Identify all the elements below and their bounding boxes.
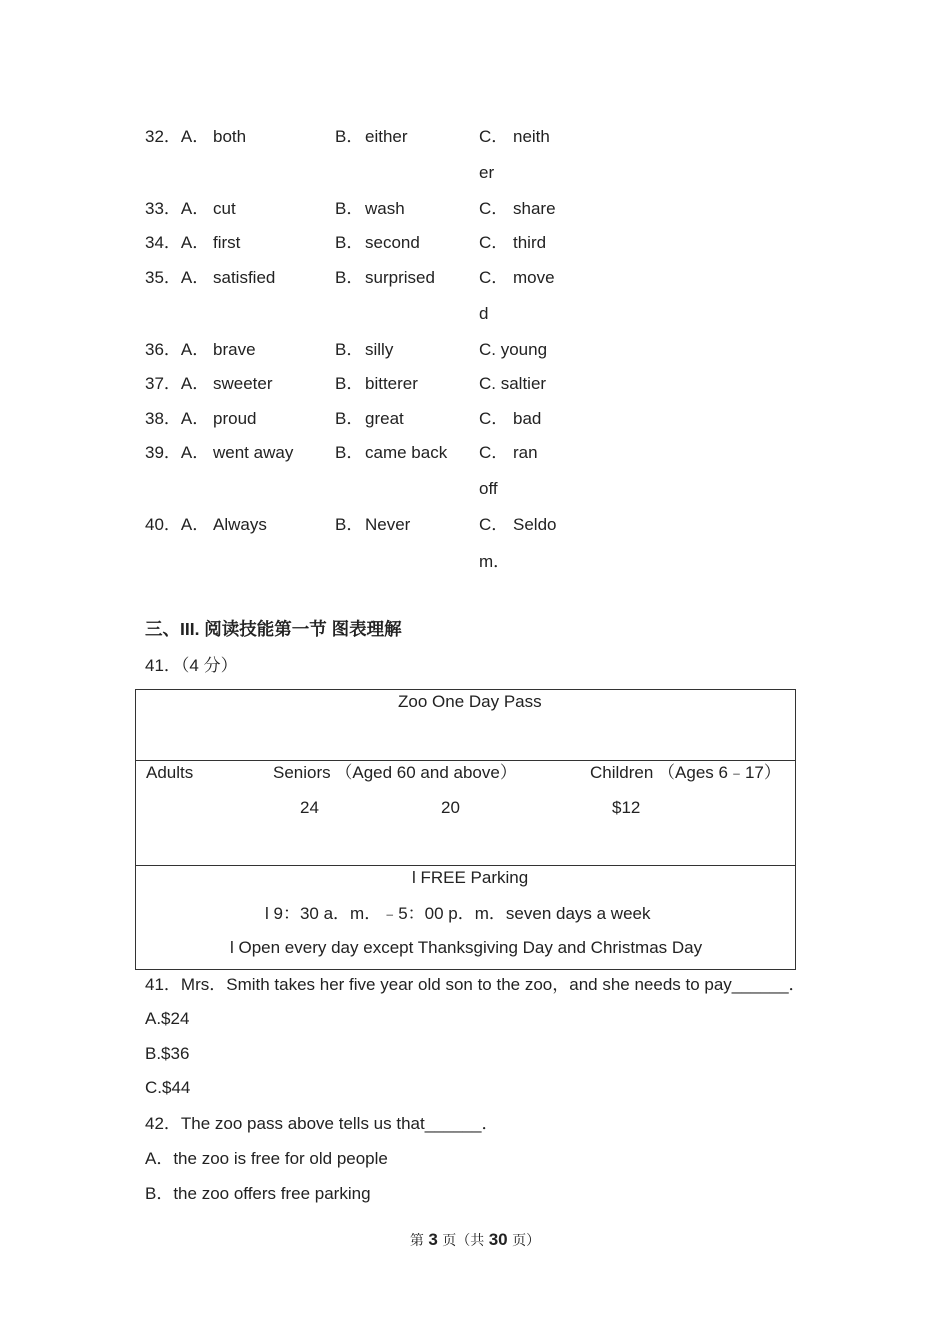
q40-option-b: Never xyxy=(365,515,411,534)
q41-score-label: 41．（4 分） xyxy=(145,656,238,675)
q34-option-a: first xyxy=(213,233,241,252)
q36-option-b: silly xyxy=(365,340,394,359)
adults-label: Adults xyxy=(146,763,194,782)
q35-option-b-label: B． xyxy=(335,268,364,287)
zoo-pass-table xyxy=(135,689,796,970)
page-footer xyxy=(0,1231,950,1248)
q42-option-a: A．the zoo is free for old people xyxy=(145,1149,388,1168)
q37-option-b: bitterer xyxy=(365,374,418,393)
q34-number: 34．A． xyxy=(145,233,210,252)
q32-option-b: either xyxy=(365,127,408,146)
q41-option-b: B.$36 xyxy=(145,1044,190,1063)
table-divider xyxy=(136,760,795,761)
q32-option-b-label: B． xyxy=(335,127,364,146)
q40-option-b-label: B． xyxy=(335,515,364,534)
footer-prefix: 第 xyxy=(409,1233,429,1249)
q41-text: 41．Mrs．Smith takes her five year old son to the zoo，and she needs to pay______． xyxy=(145,975,806,994)
section-heading: 三、III. 阅读技能第一节 图表理解 xyxy=(145,619,402,639)
q38-option-b-label: B． xyxy=(335,409,364,428)
q35-option-c-wrap: d xyxy=(479,304,489,323)
adults-price: 24 xyxy=(300,798,319,817)
children-label: Children （Ages 6﹣17） xyxy=(590,763,781,782)
q39-number: 39．A． xyxy=(145,443,210,462)
q34-option-b-label: B． xyxy=(335,233,364,252)
footer-page-number: 3 xyxy=(428,1230,438,1249)
q39-option-b-label: B． xyxy=(335,443,364,462)
info-open-days: l Open every day except Thanksgiving Day and Christmas Day xyxy=(230,938,703,957)
q32-number: 32．A． xyxy=(145,127,210,146)
q42-text: 42．The zoo pass above tells us that______． xyxy=(145,1114,499,1133)
seniors-price: 20 xyxy=(441,798,460,817)
info-hours: l 9：30 a．m．﹣5：00 p．m．seven days a week xyxy=(265,904,651,923)
q39-option-c: C． ran xyxy=(479,443,538,462)
q32-option-a: both xyxy=(213,127,247,146)
q40-option-c: C． Seldo xyxy=(479,515,557,534)
footer-middle: 页（共 xyxy=(437,1233,489,1249)
q40-number: 40．A． xyxy=(145,515,210,534)
q36-number: 36．A． xyxy=(145,340,210,359)
q37-number: 37．A． xyxy=(145,374,210,393)
q36-option-c: C. young xyxy=(479,340,548,359)
q38-option-b: great xyxy=(365,409,404,428)
q38-number: 38．A． xyxy=(145,409,210,428)
q34-option-c: C． third xyxy=(479,233,547,252)
table-title: Zoo One Day Pass xyxy=(398,692,542,711)
q40-option-c-wrap: m． xyxy=(479,552,511,571)
seniors-label: Seniors （Aged 60 and above） xyxy=(273,763,517,782)
q34-option-b: second xyxy=(365,233,420,252)
q38-option-c: C． bad xyxy=(479,409,542,428)
q33-option-b: wash xyxy=(365,199,405,218)
q32-option-c: C． neith xyxy=(479,127,550,146)
q32-option-c-wrap: er xyxy=(479,163,495,182)
q38-option-a: proud xyxy=(213,409,257,428)
q35-option-b: surprised xyxy=(365,268,435,287)
q35-option-c: C． move xyxy=(479,268,555,287)
q42-option-b: B．the zoo offers free parking xyxy=(145,1184,371,1203)
q37-option-c: C. saltier xyxy=(479,374,547,393)
q33-option-a: cut xyxy=(213,199,236,218)
q39-option-a: went away xyxy=(213,443,294,462)
footer-suffix: 页） xyxy=(507,1233,541,1249)
q39-option-b: came back xyxy=(365,443,448,462)
q36-option-a: brave xyxy=(213,340,256,359)
info-parking: l FREE Parking xyxy=(412,868,529,887)
q35-option-a: satisfied xyxy=(213,268,276,287)
q37-option-b-label: B． xyxy=(335,374,364,393)
children-price: $12 xyxy=(612,798,641,817)
q33-number: 33．A． xyxy=(145,199,210,218)
q39-option-c-wrap: off xyxy=(479,479,498,498)
q33-option-b-label: B． xyxy=(335,199,364,218)
q41-option-a: A.$24 xyxy=(145,1009,190,1028)
q41-option-c: C.$44 xyxy=(145,1078,191,1097)
q37-option-a: sweeter xyxy=(213,374,273,393)
table-divider xyxy=(136,865,795,866)
footer-total-pages: 30 xyxy=(488,1230,508,1249)
q33-option-c: C． share xyxy=(479,199,556,218)
q36-option-b-label: B． xyxy=(335,340,364,359)
q35-number: 35．A． xyxy=(145,268,210,287)
q40-option-a: Always xyxy=(213,515,267,534)
